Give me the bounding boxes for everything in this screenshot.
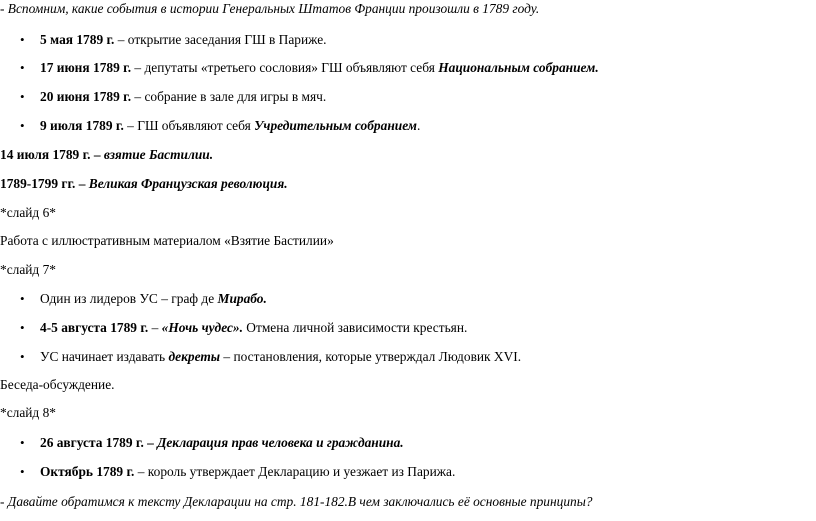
event-text: – — [148, 320, 162, 335]
event-text: Один из лидеров УС – граф де — [40, 291, 218, 306]
closing-question: - Давайте обратимся к тексту Декларации на стр. 181-182.В чем заключались её основные принципы? — [0, 494, 593, 509]
bullet-icon: • — [20, 291, 25, 306]
bastille-line — [0, 147, 213, 163]
slide-8-label: *слайд 8* — [0, 405, 56, 420]
event-text: – ГШ объявляют себя — [123, 118, 255, 133]
revolution-line — [0, 176, 288, 192]
event-emphasis: «Ночь чудес». — [161, 320, 243, 335]
bullet-icon: • — [20, 320, 25, 335]
event-emphasis: декреты — [168, 349, 221, 364]
event-emphasis: Мирабо. — [217, 291, 267, 306]
event-date: 17 июня 1789 г. — [40, 60, 132, 75]
list-item — [40, 118, 420, 134]
event-date: 26 августа 1789 г. – — [40, 435, 154, 450]
bullet-icon: • — [20, 32, 25, 47]
list-item — [40, 89, 326, 105]
slide-6-label: *слайд 6* — [0, 205, 56, 220]
discussion-line: Беседа-обсуждение. — [0, 377, 115, 392]
event-tail: – постановления, которые утверждал Людовик XVI. — [220, 349, 522, 364]
event-emphasis: Учредительным собранием — [254, 118, 417, 133]
event-text: – открытие заседания ГШ в Париже. — [114, 32, 327, 47]
bullet-icon: • — [20, 464, 25, 479]
event-date: 20 июня 1789 г. — [40, 89, 132, 104]
event-date: 5 мая 1789 г. — [40, 32, 115, 47]
bullet-icon: • — [20, 435, 25, 450]
bastille-date: 14 июля 1789 г. – — [0, 147, 101, 162]
list-item — [40, 435, 404, 451]
event-emphasis: Декларация прав человека и гражданина. — [153, 435, 404, 450]
event-tail: Отмена личной зависимости крестьян. — [242, 320, 468, 335]
list-item — [40, 60, 599, 76]
bullet-icon: • — [20, 349, 25, 364]
intro-question: - Вспомним, какие события в истории Генеральных Штатов Франции произошли в 1789 году. — [0, 1, 540, 16]
bullet-icon: • — [20, 60, 25, 75]
event-emphasis: Национальным собранием. — [438, 60, 599, 75]
event-date: 9 июля 1789 г. — [40, 118, 124, 133]
bullet-icon: • — [20, 89, 25, 104]
list-item — [40, 32, 327, 48]
list-item — [40, 349, 521, 365]
event-date: Октябрь 1789 г. — [40, 464, 135, 479]
event-text: – депутаты «третьего сословия» ГШ объявляют себя — [131, 60, 439, 75]
bullet-icon: • — [20, 118, 25, 133]
bastille-text: взятие Бастилии. — [100, 147, 214, 162]
revolution-text: Великая Французская революция. — [85, 176, 288, 191]
list-item — [40, 291, 267, 307]
event-text: УС начинает издавать — [40, 349, 169, 364]
slide-7-label: *слайд 7* — [0, 262, 56, 277]
event-text: – собрание в зале для игры в мяч. — [131, 89, 327, 104]
event-tail: . — [416, 118, 421, 133]
list-item — [40, 320, 467, 336]
event-date: 4-5 августа 1789 г. — [40, 320, 149, 335]
revolution-date: 1789-1799 гг. – — [0, 176, 86, 191]
event-text: – король утверждает Декларацию и уезжает из Парижа. — [134, 464, 456, 479]
list-item — [40, 464, 455, 480]
work-line: Работа с иллюстративным материалом «Взятие Бастилии» — [0, 233, 334, 248]
